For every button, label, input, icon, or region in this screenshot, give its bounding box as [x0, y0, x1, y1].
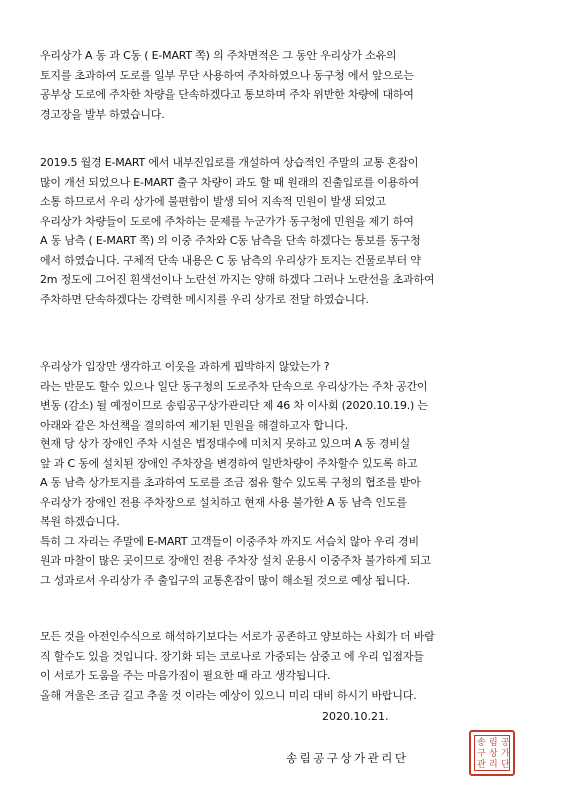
text-line: 원과 마찰이 많은 곳이므로 장애인 전용 주차장 설치 운용시 이중주차 불가하게 되고: [40, 554, 431, 567]
text-line: 공부상 도로에 주차한 차량을 단속하겠다고 통보하며 주차 위반한 차량에 대하여: [40, 88, 414, 101]
text-line: 토지를 초과하여 도로를 일부 무단 사용하여 주차하였으나 동구청 에서 앞으로는: [40, 68, 414, 82]
text-line: 복원 하겠습니다.: [40, 515, 120, 528]
text-line: 주차하면 단속하겠다는 강력한 메시지를 우리 상가로 전달 하였습니다.: [40, 292, 369, 306]
text-line: 변동 (감소) 될 예정이므로 송림공구상가관리단 제 46 차 이사회 (2020.10.19.) 는: [40, 399, 428, 412]
text-line: 많이 개선 되었으나 E-MART 출구 차량이 과도 할 때 원래의 진출입로를 이용하여: [40, 175, 419, 189]
text-line: 우리상가 A 동 과 C동 ( E-MART 쪽) 의 주차면적은 그 동안 우리상가 소유의: [40, 49, 397, 62]
text-line: A 동 남측 ( E-MART 쪽) 의 이중 주차와 C동 남측을 단속 하겠다는 통보를 동구청: [40, 234, 421, 247]
text-line: 직 할수도 있을 것입니다. 장기화 되는 코로나로 가중되는 삼중고 에 우리 입점자들: [40, 649, 424, 663]
paragraph-parking-warning: [40, 46, 532, 124]
paragraph-board-decision: [40, 357, 532, 435]
text-line: 우리상가 차량들이 도로에 주차하는 문제를 누군가가 동구청에 민원을 제기 하여: [40, 214, 414, 228]
paragraph-emart-background: [40, 153, 532, 309]
text-line: 우리상가 장애인 전용 주차장으로 설치하고 현재 사용 불가한 A 동 남측 인도를: [40, 495, 407, 509]
text-line: 그 성과로서 우리상가 주 출입구의 교통혼잡이 많이 해소될 것으로 예상 됩니다.: [40, 573, 410, 587]
text-line: 현재 당 상가 장애인 주차 시설은 법정대수에 미치지 못하고 있으며 A 동 경비실: [40, 437, 411, 450]
text-line: 소통 하므로서 우리 상가에 불편함이 발생 되어 지속적 민원이 발생 되었고: [40, 195, 386, 208]
text-line: 2019.5 월경 E-MART 에서 내부진입로를 개설하여 상습적인 주말의 교통 혼잡이: [40, 156, 419, 169]
text-line: 2m 정도에 그어진 흰색선이나 노란선 까지는 양해 하겠다 그러나 노란선을 초과하여: [40, 273, 435, 286]
text-line: 에서 하였습니다. 구체적 단속 내용은 C 동 남측의 우리상가 토지는 건물로부터 약: [40, 253, 421, 267]
text-line: 앞 과 C 동에 설치된 장애인 주차장을 변경하여 일반차량이 주차할수 있도록 하고: [40, 456, 418, 470]
text-line: A 동 남측 상가토지를 초과하여 도로를 조금 점유 할수 있도록 구청의 협조를 받아: [40, 476, 421, 489]
text-line: 라는 반문도 할수 있으나 일단 동구청의 도로주차 단속으로 우리상가는 주차 공간이: [40, 379, 428, 393]
text-line: 모든 것을 아전인수식으로 해석하기보다는 서로가 공존하고 양보하는 사회가 더 바람: [40, 630, 435, 643]
paragraph-closing-remarks: [40, 627, 532, 705]
text-line: 경고장을 발부 하였습니다.: [40, 107, 165, 121]
official-seal-stamp: 송 림 공 구 상 가 관 리 단: [469, 730, 515, 776]
text-line: 아래와 같은 차선책을 결의하여 제기된 민원을 해결하고자 합니다.: [40, 418, 348, 432]
signature-organization: 송림공구상가관리단: [286, 751, 409, 765]
text-line: 올해 겨울은 조금 길고 추울 것 이라는 예상이 있으니 미리 대비 하시기 바랍니다.: [40, 688, 417, 702]
document-date: 2020.10.21.: [322, 710, 389, 723]
text-line: 특히 그 자리는 주말에 E-MART 고객들이 이중주차 까지도 서슴치 않아 우리 경비: [40, 534, 419, 548]
text-line: 이 서로가 도움을 주는 마음가짐이 필요한 때 라고 생각됩니다.: [40, 669, 331, 682]
paragraph-disabled-parking-plan: [40, 434, 532, 590]
text-line: 우리상가 입장만 생각하고 이웃을 과하게 핍박하지 않았는가 ?: [40, 360, 330, 373]
